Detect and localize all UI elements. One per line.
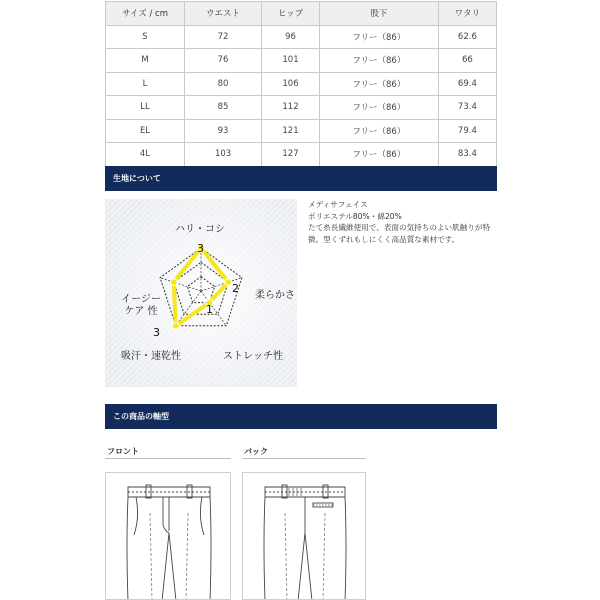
table-cell: フリー（86） <box>319 119 438 143</box>
front-view-illustration <box>105 472 231 600</box>
table-cell: 101 <box>262 49 320 73</box>
fabric-description-text: たて糸長繊維使用で、表面の気持ちのよい肌触りが特徴。型くずれもしにくく高品質な素材です。 <box>308 223 491 244</box>
fabric-description <box>308 199 498 245</box>
front-view-divider <box>105 458 231 459</box>
header-size: サイズ / cm <box>106 2 185 26</box>
table-cell: S <box>106 25 185 49</box>
table-header-row <box>106 2 497 26</box>
back-view-label: バック <box>244 447 268 456</box>
header-thigh: ワタリ <box>438 2 496 26</box>
table-cell: フリー（86） <box>319 49 438 73</box>
table-cell: M <box>106 49 185 73</box>
silhouette-section-header <box>105 404 497 429</box>
radar-axis-label: 吸汗・速乾性 <box>121 351 181 362</box>
radar-point <box>170 279 177 286</box>
table-cell: 106 <box>262 72 320 96</box>
table-cell: L <box>106 72 185 96</box>
front-view-label: フロント <box>107 447 139 456</box>
fabric-name: メディサフェイス <box>308 200 368 209</box>
table-cell: EL <box>106 119 185 143</box>
table-cell: 103 <box>185 143 262 167</box>
table-cell: フリー（86） <box>319 72 438 96</box>
back-view-divider <box>242 458 366 459</box>
fabric-radar-panel <box>105 199 297 387</box>
table-row <box>106 96 497 120</box>
back-view-illustration <box>242 472 366 600</box>
table-cell: 73.4 <box>438 96 496 120</box>
table-cell: 85 <box>185 96 262 120</box>
table-cell: 69.4 <box>438 72 496 96</box>
table-cell: 80 <box>185 72 262 96</box>
fabric-composition: ポリエステル80%・綿20% <box>308 211 402 221</box>
table-cell: 121 <box>262 119 320 143</box>
header-waist: ウエスト <box>185 2 262 26</box>
table-cell: 83.4 <box>438 143 496 167</box>
table-row <box>106 143 497 167</box>
radar-tick-label: 2 <box>232 282 239 295</box>
table-cell: 76 <box>185 49 262 73</box>
table-cell: フリー（86） <box>319 96 438 120</box>
fabric-section-title: 生地について <box>113 174 161 183</box>
table-cell: 79.4 <box>438 119 496 143</box>
table-cell: 93 <box>185 119 262 143</box>
table-cell: 72 <box>185 25 262 49</box>
radar-tick-label: 3 <box>153 326 160 339</box>
table-row <box>106 49 497 73</box>
table-cell: 127 <box>262 143 320 167</box>
table-cell: フリー（86） <box>319 143 438 167</box>
table-row <box>106 119 497 143</box>
radar-point <box>225 279 232 286</box>
radar-axis-label: ハリ・コシ <box>175 224 225 235</box>
radar-tick-label: 1 <box>206 303 213 316</box>
size-table <box>105 1 497 167</box>
table-cell: 112 <box>262 96 320 120</box>
radar-axis-label: イージー <box>121 294 161 305</box>
radar-chart <box>105 199 297 387</box>
silhouette-section-title: この商品の軸型 <box>113 412 169 421</box>
table-row <box>106 72 497 96</box>
radar-point <box>172 322 179 329</box>
table-cell: フリー（86） <box>319 25 438 49</box>
table-cell: 4L <box>106 143 185 167</box>
radar-tick-label: 3 <box>197 242 204 255</box>
radar-axis-label: 柔らかさ <box>255 290 295 301</box>
table-cell: 66 <box>438 49 496 73</box>
header-hip: ヒップ <box>262 2 320 26</box>
table-cell: 96 <box>262 25 320 49</box>
radar-axis-label: ストレッチ性 <box>223 351 283 362</box>
radar-axis-label: ケア 性 <box>124 306 158 317</box>
table-cell: LL <box>106 96 185 120</box>
fabric-section-header <box>105 166 497 191</box>
table-cell: 62.6 <box>438 25 496 49</box>
table-row <box>106 25 497 49</box>
header-inseam: 股下 <box>319 2 438 26</box>
